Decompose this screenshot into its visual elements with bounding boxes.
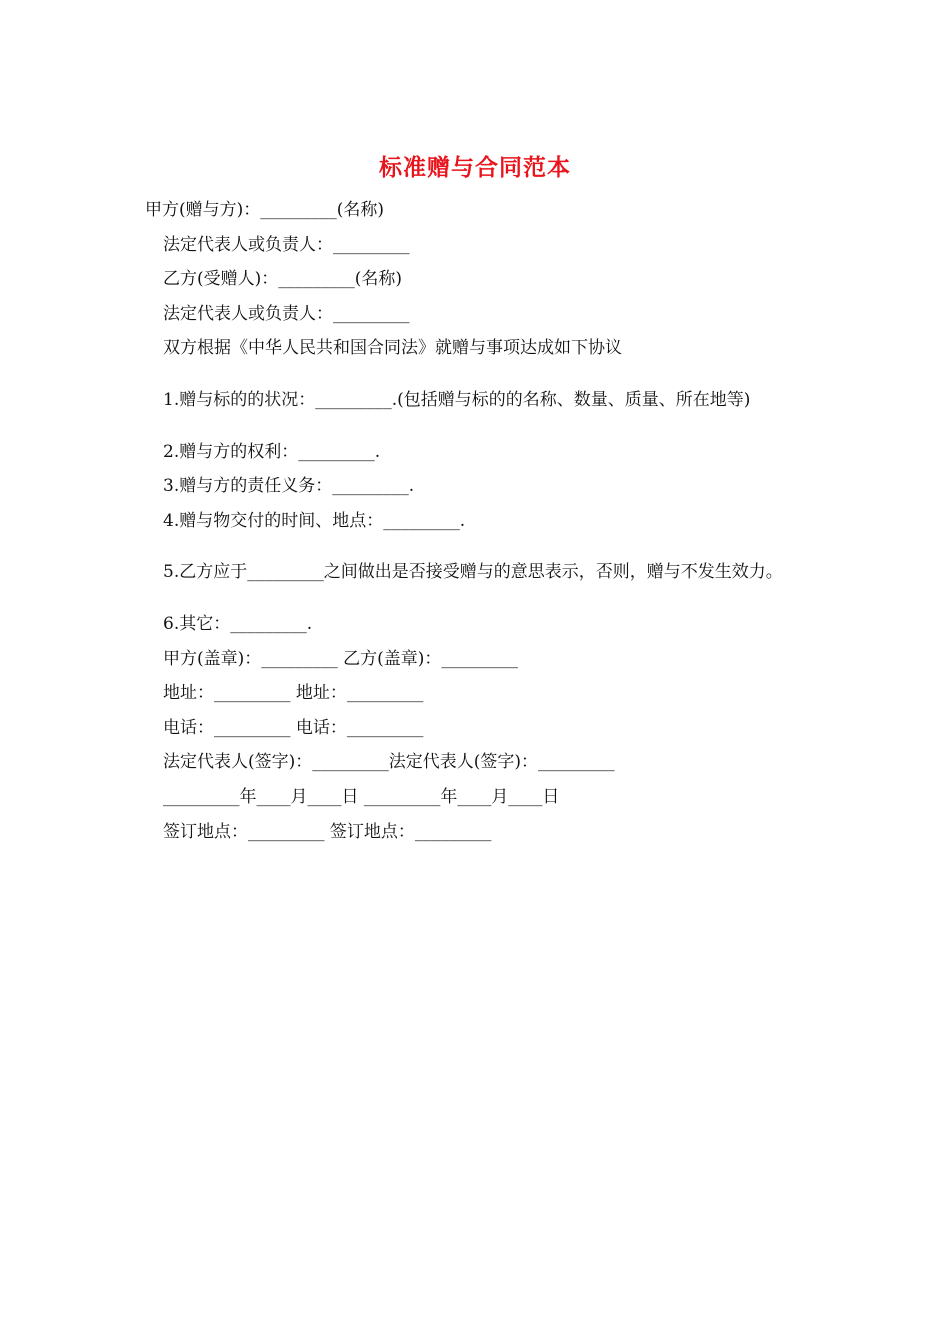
signature-line: 法定代表人(签字)：_________法定代表人(签字)：_________: [163, 752, 615, 773]
party-b-line: 乙方(受赠人)：_________(名称): [163, 269, 403, 290]
date-line: _________年____月____日 _________年____月____日: [163, 786, 560, 807]
signing-place-line: 签订地点：_________ 签订地点：_________: [163, 821, 492, 842]
contract-body: [145, 193, 810, 849]
party-a-representative-line: 法定代表人或负责人：_________: [163, 234, 410, 255]
clause-1: 1.赠与标的的状况：_________.(包括赠与标的的名称、数量、质量、所在地等): [163, 389, 751, 410]
seal-line: 甲方(盖章)：_________ 乙方(盖章)：_________: [163, 648, 518, 669]
address-line: 地址：_________ 地址：_________: [163, 683, 424, 704]
clause-6: 6.其它：_________.: [163, 613, 313, 634]
clause-5: 5.乙方应于_________之间做出是否接受赠与的意思表示，否则，赠与不发生效力。: [163, 562, 783, 583]
clause-3: 3.赠与方的责任义务：_________.: [163, 476, 415, 497]
clause-4: 4.赠与物交付的时间、地点：_________.: [163, 510, 466, 531]
agreement-intro-line: 双方根据《中华人民共和国合同法》就赠与事项达成如下协议: [163, 338, 622, 359]
party-b-representative-line: 法定代表人或负责人：_________: [163, 303, 410, 324]
clause-2: 2.赠与方的权利：_________.: [163, 441, 381, 462]
phone-line: 电话：_________ 电话：_________: [163, 717, 424, 738]
document-title: 标准赠与合同范本: [379, 155, 571, 181]
party-a-line: 甲方(赠与方)：_________(名称): [145, 200, 385, 220]
